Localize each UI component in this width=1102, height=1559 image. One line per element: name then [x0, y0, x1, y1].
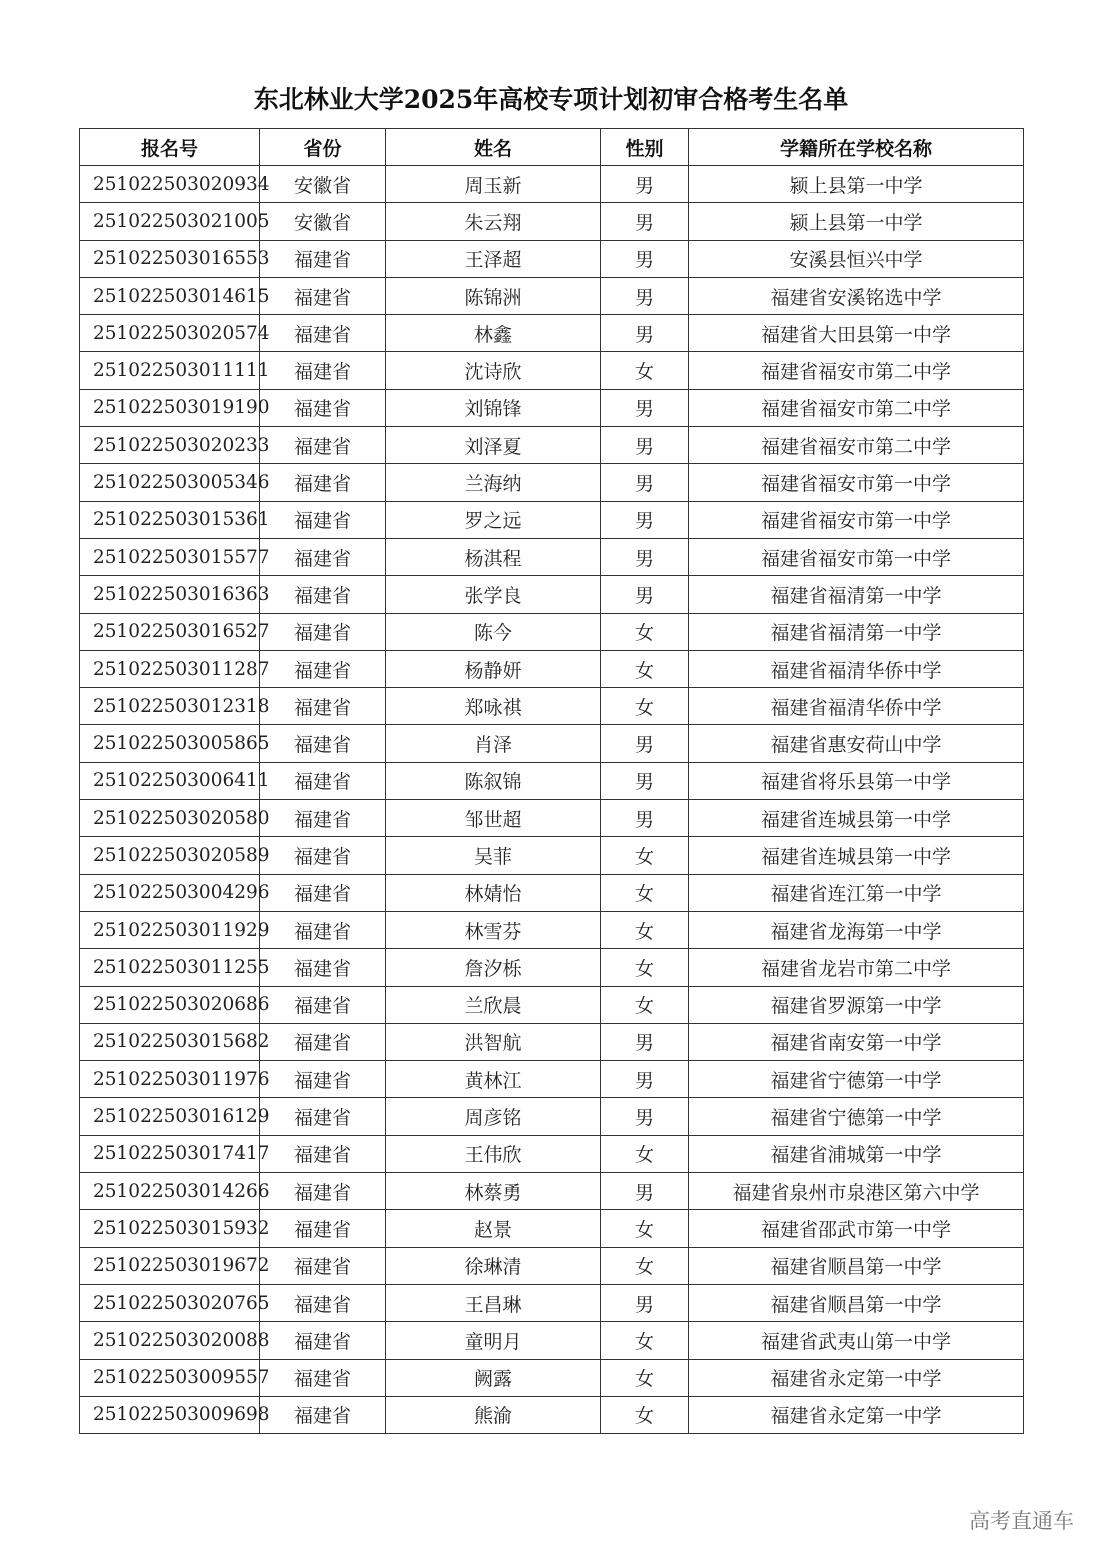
watermark: 高考直通车	[969, 1509, 1074, 1533]
school-cell: 福建省罗源第一中学	[689, 986, 1024, 1023]
candidate-table	[79, 128, 1024, 1434]
school-cell: 福建省连城县第一中学	[689, 800, 1024, 837]
name-cell: 兰欣晨	[386, 986, 601, 1023]
table-row	[80, 538, 1024, 575]
table-row	[80, 1284, 1024, 1321]
province-cell: 福建省	[260, 1173, 386, 1210]
gender-cell: 男	[601, 203, 689, 240]
gender-cell: 女	[601, 986, 689, 1023]
registration-number-cell: 251022503009698	[80, 1396, 260, 1433]
name-cell: 吴菲	[386, 837, 601, 874]
school-cell: 福建省福安市第一中学	[689, 464, 1024, 501]
table-row	[80, 464, 1024, 501]
table-row	[80, 315, 1024, 352]
province-cell: 福建省	[260, 1210, 386, 1247]
province-cell: 福建省	[260, 1247, 386, 1284]
gender-cell: 男	[601, 1061, 689, 1098]
school-cell: 颍上县第一中学	[689, 166, 1024, 203]
school-cell: 福建省顺昌第一中学	[689, 1247, 1024, 1284]
province-cell: 福建省	[260, 427, 386, 464]
name-cell: 肖泽	[386, 725, 601, 762]
province-cell: 福建省	[260, 1135, 386, 1172]
province-cell: 福建省	[260, 576, 386, 613]
school-cell: 福建省泉州市泉港区第六中学	[689, 1173, 1024, 1210]
registration-number-cell: 251022503005346	[80, 464, 260, 501]
school-cell: 福建省永定第一中学	[689, 1396, 1024, 1433]
table-row	[80, 240, 1024, 277]
table-row	[80, 427, 1024, 464]
registration-number-cell: 251022503011929	[80, 911, 260, 948]
school-cell: 福建省连城县第一中学	[689, 837, 1024, 874]
registration-number-cell: 251022503015932	[80, 1210, 260, 1247]
name-cell: 王昌琳	[386, 1284, 601, 1321]
province-cell: 福建省	[260, 277, 386, 314]
table-row	[80, 874, 1024, 911]
gender-cell: 男	[601, 427, 689, 464]
province-cell: 福建省	[260, 688, 386, 725]
gender-cell: 男	[601, 1173, 689, 1210]
province-cell: 福建省	[260, 464, 386, 501]
school-cell: 安溪县恒兴中学	[689, 240, 1024, 277]
header-province: 省份	[260, 129, 386, 166]
province-cell: 福建省	[260, 1322, 386, 1359]
registration-number-cell: 251022503011976	[80, 1061, 260, 1098]
name-cell: 黄林江	[386, 1061, 601, 1098]
gender-cell: 男	[601, 464, 689, 501]
gender-cell: 男	[601, 1098, 689, 1135]
school-cell: 福建省惠安荷山中学	[689, 725, 1024, 762]
header-registration-number: 报名号	[80, 129, 260, 166]
gender-cell: 女	[601, 352, 689, 389]
school-cell: 福建省福安市第二中学	[689, 427, 1024, 464]
gender-cell: 女	[601, 949, 689, 986]
registration-number-cell: 251022503012318	[80, 688, 260, 725]
province-cell: 福建省	[260, 389, 386, 426]
table-row	[80, 986, 1024, 1023]
school-cell: 福建省福安市第一中学	[689, 501, 1024, 538]
province-cell: 福建省	[260, 501, 386, 538]
name-cell: 王泽超	[386, 240, 601, 277]
gender-cell: 女	[601, 1247, 689, 1284]
gender-cell: 男	[601, 1284, 689, 1321]
gender-cell: 男	[601, 501, 689, 538]
table-row	[80, 1023, 1024, 1060]
registration-number-cell: 251022503009557	[80, 1359, 260, 1396]
registration-number-cell: 251022503004296	[80, 874, 260, 911]
table-row	[80, 1359, 1024, 1396]
school-cell: 福建省福安市第二中学	[689, 389, 1024, 426]
name-cell: 童明月	[386, 1322, 601, 1359]
registration-number-cell: 251022503011111	[80, 352, 260, 389]
document-title: 东北林业大学2025年高校专项计划初审合格考生名单	[253, 85, 849, 114]
school-cell: 颍上县第一中学	[689, 203, 1024, 240]
registration-number-cell: 251022503014266	[80, 1173, 260, 1210]
gender-cell: 男	[601, 240, 689, 277]
gender-cell: 女	[601, 1322, 689, 1359]
gender-cell: 女	[601, 650, 689, 687]
registration-number-cell: 251022503014615	[80, 277, 260, 314]
table-row	[80, 949, 1024, 986]
name-cell: 詹汐栎	[386, 949, 601, 986]
table-row	[80, 203, 1024, 240]
school-cell: 福建省福清华侨中学	[689, 650, 1024, 687]
name-cell: 林蔡勇	[386, 1173, 601, 1210]
name-cell: 徐琳清	[386, 1247, 601, 1284]
school-cell: 福建省福安市第一中学	[689, 538, 1024, 575]
name-cell: 邹世超	[386, 800, 601, 837]
province-cell: 福建省	[260, 240, 386, 277]
gender-cell: 男	[601, 389, 689, 426]
header-name: 姓名	[386, 129, 601, 166]
province-cell: 福建省	[260, 1098, 386, 1135]
header-school: 学籍所在学校名称	[689, 129, 1024, 166]
registration-number-cell: 251022503011255	[80, 949, 260, 986]
table-row	[80, 911, 1024, 948]
name-cell: 朱云翔	[386, 203, 601, 240]
name-cell: 王伟欣	[386, 1135, 601, 1172]
registration-number-cell: 251022503020765	[80, 1284, 260, 1321]
registration-number-cell: 251022503019190	[80, 389, 260, 426]
school-cell: 福建省邵武市第一中学	[689, 1210, 1024, 1247]
province-cell: 福建省	[260, 650, 386, 687]
registration-number-cell: 251022503020589	[80, 837, 260, 874]
school-cell: 福建省武夷山第一中学	[689, 1322, 1024, 1359]
table-row	[80, 166, 1024, 203]
name-cell: 杨静妍	[386, 650, 601, 687]
province-cell: 福建省	[260, 986, 386, 1023]
province-cell: 福建省	[260, 1284, 386, 1321]
gender-cell: 女	[601, 1135, 689, 1172]
registration-number-cell: 251022503020233	[80, 427, 260, 464]
registration-number-cell: 251022503015682	[80, 1023, 260, 1060]
gender-cell: 女	[601, 837, 689, 874]
name-cell: 阙露	[386, 1359, 601, 1396]
registration-number-cell: 251022503020686	[80, 986, 260, 1023]
gender-cell: 男	[601, 277, 689, 314]
table-row	[80, 650, 1024, 687]
table-row	[80, 1061, 1024, 1098]
name-cell: 赵景	[386, 1210, 601, 1247]
name-cell: 杨淇程	[386, 538, 601, 575]
header-gender: 性别	[601, 129, 689, 166]
name-cell: 兰海纳	[386, 464, 601, 501]
province-cell: 安徽省	[260, 166, 386, 203]
table-header-row	[80, 129, 1024, 166]
registration-number-cell: 251022503020580	[80, 800, 260, 837]
name-cell: 张学良	[386, 576, 601, 613]
school-cell: 福建省龙岩市第二中学	[689, 949, 1024, 986]
table-row	[80, 1098, 1024, 1135]
gender-cell: 女	[601, 613, 689, 650]
gender-cell: 男	[601, 725, 689, 762]
province-cell: 福建省	[260, 762, 386, 799]
gender-cell: 女	[601, 1359, 689, 1396]
table-row	[80, 576, 1024, 613]
table-row	[80, 1210, 1024, 1247]
gender-cell: 女	[601, 688, 689, 725]
school-cell: 福建省福清华侨中学	[689, 688, 1024, 725]
table-row	[80, 277, 1024, 314]
province-cell: 福建省	[260, 911, 386, 948]
registration-number-cell: 251022503011287	[80, 650, 260, 687]
school-cell: 福建省安溪铭选中学	[689, 277, 1024, 314]
school-cell: 福建省宁德第一中学	[689, 1061, 1024, 1098]
school-cell: 福建省顺昌第一中学	[689, 1284, 1024, 1321]
school-cell: 福建省南安第一中学	[689, 1023, 1024, 1060]
name-cell: 刘泽夏	[386, 427, 601, 464]
gender-cell: 女	[601, 911, 689, 948]
table-row	[80, 688, 1024, 725]
table-row	[80, 1173, 1024, 1210]
name-cell: 周彦铭	[386, 1098, 601, 1135]
gender-cell: 男	[601, 1023, 689, 1060]
table-row	[80, 800, 1024, 837]
table-row	[80, 1135, 1024, 1172]
province-cell: 福建省	[260, 1396, 386, 1433]
name-cell: 周玉新	[386, 166, 601, 203]
name-cell: 罗之远	[386, 501, 601, 538]
table-row	[80, 1247, 1024, 1284]
province-cell: 福建省	[260, 613, 386, 650]
registration-number-cell: 251022503017417	[80, 1135, 260, 1172]
school-cell: 福建省永定第一中学	[689, 1359, 1024, 1396]
school-cell: 福建省福清第一中学	[689, 613, 1024, 650]
registration-number-cell: 251022503015361	[80, 501, 260, 538]
table-row	[80, 1396, 1024, 1433]
registration-number-cell: 251022503005865	[80, 725, 260, 762]
province-cell: 安徽省	[260, 203, 386, 240]
gender-cell: 男	[601, 315, 689, 352]
gender-cell: 男	[601, 800, 689, 837]
table-row	[80, 613, 1024, 650]
name-cell: 郑咏祺	[386, 688, 601, 725]
province-cell: 福建省	[260, 1359, 386, 1396]
registration-number-cell: 251022503021005	[80, 203, 260, 240]
table-row	[80, 725, 1024, 762]
gender-cell: 男	[601, 538, 689, 575]
province-cell: 福建省	[260, 874, 386, 911]
school-cell: 福建省连江第一中学	[689, 874, 1024, 911]
registration-number-cell: 251022503020934	[80, 166, 260, 203]
province-cell: 福建省	[260, 352, 386, 389]
gender-cell: 男	[601, 762, 689, 799]
name-cell: 熊渝	[386, 1396, 601, 1433]
name-cell: 林雪芬	[386, 911, 601, 948]
province-cell: 福建省	[260, 949, 386, 986]
registration-number-cell: 251022503016553	[80, 240, 260, 277]
name-cell: 洪智航	[386, 1023, 601, 1060]
name-cell: 沈诗欣	[386, 352, 601, 389]
province-cell: 福建省	[260, 538, 386, 575]
gender-cell: 女	[601, 1396, 689, 1433]
school-cell: 福建省将乐县第一中学	[689, 762, 1024, 799]
table-row	[80, 389, 1024, 426]
province-cell: 福建省	[260, 800, 386, 837]
gender-cell: 男	[601, 166, 689, 203]
school-cell: 福建省福安市第二中学	[689, 352, 1024, 389]
registration-number-cell: 251022503020088	[80, 1322, 260, 1359]
table-row	[80, 352, 1024, 389]
name-cell: 林婧怡	[386, 874, 601, 911]
registration-number-cell: 251022503015577	[80, 538, 260, 575]
table-row	[80, 501, 1024, 538]
name-cell: 陈锦洲	[386, 277, 601, 314]
registration-number-cell: 251022503016363	[80, 576, 260, 613]
gender-cell: 女	[601, 874, 689, 911]
name-cell: 林鑫	[386, 315, 601, 352]
province-cell: 福建省	[260, 315, 386, 352]
province-cell: 福建省	[260, 725, 386, 762]
school-cell: 福建省大田县第一中学	[689, 315, 1024, 352]
province-cell: 福建省	[260, 1023, 386, 1060]
name-cell: 陈叙锦	[386, 762, 601, 799]
name-cell: 刘锦锋	[386, 389, 601, 426]
registration-number-cell: 251022503020574	[80, 315, 260, 352]
table-row	[80, 762, 1024, 799]
province-cell: 福建省	[260, 1061, 386, 1098]
registration-number-cell: 251022503016129	[80, 1098, 260, 1135]
name-cell: 陈今	[386, 613, 601, 650]
school-cell: 福建省宁德第一中学	[689, 1098, 1024, 1135]
registration-number-cell: 251022503006411	[80, 762, 260, 799]
registration-number-cell: 251022503016527	[80, 613, 260, 650]
table-row	[80, 837, 1024, 874]
gender-cell: 男	[601, 576, 689, 613]
registration-number-cell: 251022503019672	[80, 1247, 260, 1284]
gender-cell: 女	[601, 1210, 689, 1247]
school-cell: 福建省龙海第一中学	[689, 911, 1024, 948]
table-row	[80, 1322, 1024, 1359]
province-cell: 福建省	[260, 837, 386, 874]
school-cell: 福建省福清第一中学	[689, 576, 1024, 613]
school-cell: 福建省浦城第一中学	[689, 1135, 1024, 1172]
